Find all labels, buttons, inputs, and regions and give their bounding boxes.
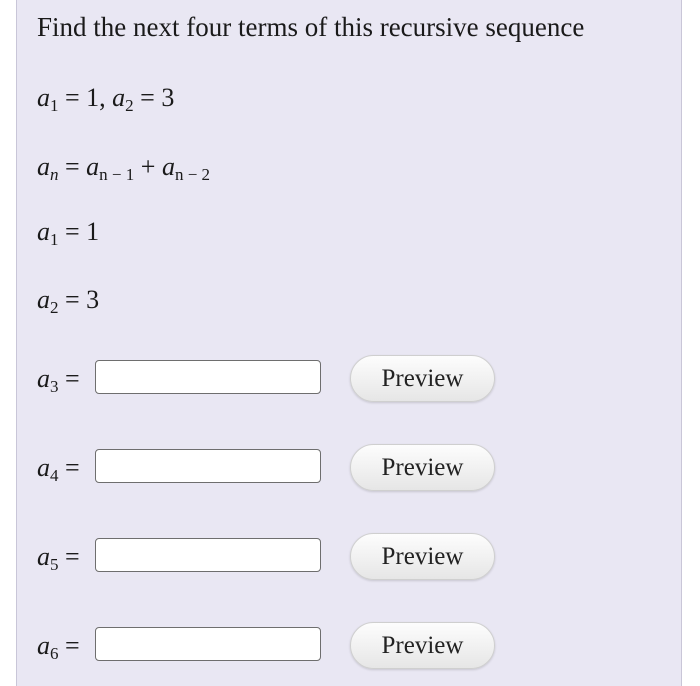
preview-a3-button[interactable]: Preview [350, 355, 495, 402]
answer-a6-input[interactable] [95, 627, 321, 661]
given-a2-value: = 3 [58, 285, 100, 314]
recurrence-term1-subscript: n − 1 [99, 165, 135, 184]
given-a2-variable: a [37, 285, 50, 314]
a1-subscript: 1 [50, 96, 59, 115]
answer-a3-label: $a_3$ = [37, 364, 80, 396]
answer-row-a5 [37, 533, 677, 583]
recurrence-term2-variable: a [161, 152, 175, 181]
given-a2 [37, 285, 99, 318]
problem-panel [16, 0, 682, 686]
preview-a6-button[interactable]: Preview [350, 622, 495, 669]
answer-a3-input[interactable] [95, 360, 321, 394]
answer-row-a6 [37, 622, 677, 672]
given-a2-subscript: 2 [50, 298, 59, 317]
answer-a4-label: $a_4$ = [37, 453, 80, 485]
answer-row-a3 [37, 355, 677, 405]
given-a1-variable: a [37, 217, 50, 246]
recurrence-lhs-variable: a [37, 152, 50, 181]
answer-a5-label: $a_5$ = [37, 542, 80, 574]
recurrence-plus: + [134, 152, 162, 181]
preview-a4-button[interactable]: Preview [350, 444, 495, 491]
preview-a5-button[interactable]: Preview [350, 533, 495, 580]
recurrence-term1-variable: a [86, 152, 100, 181]
answer-row-a4 [37, 444, 677, 494]
a2-subscript: 2 [125, 96, 134, 115]
answer-a5-input[interactable] [95, 538, 321, 572]
initial-conditions [37, 83, 174, 116]
recurrence-equals: = [58, 152, 87, 181]
given-a1-subscript: 1 [50, 230, 59, 249]
recurrence-formula [37, 152, 210, 185]
given-a1 [37, 217, 99, 250]
a2-variable: a [112, 83, 126, 112]
a1-variable: a [37, 83, 50, 112]
problem-prompt: Find the next four terms of this recursive sequence [37, 12, 585, 42]
answer-a6-label: $a_6$ = [37, 631, 80, 663]
a2-value: = 3 [133, 83, 175, 112]
a1-value: = 1, [58, 83, 113, 112]
recurrence-term2-subscript: n − 2 [174, 165, 211, 184]
given-a1-value: = 1 [58, 217, 100, 246]
recurrence-lhs-subscript: n [50, 165, 59, 184]
answer-a4-input[interactable] [95, 449, 321, 483]
